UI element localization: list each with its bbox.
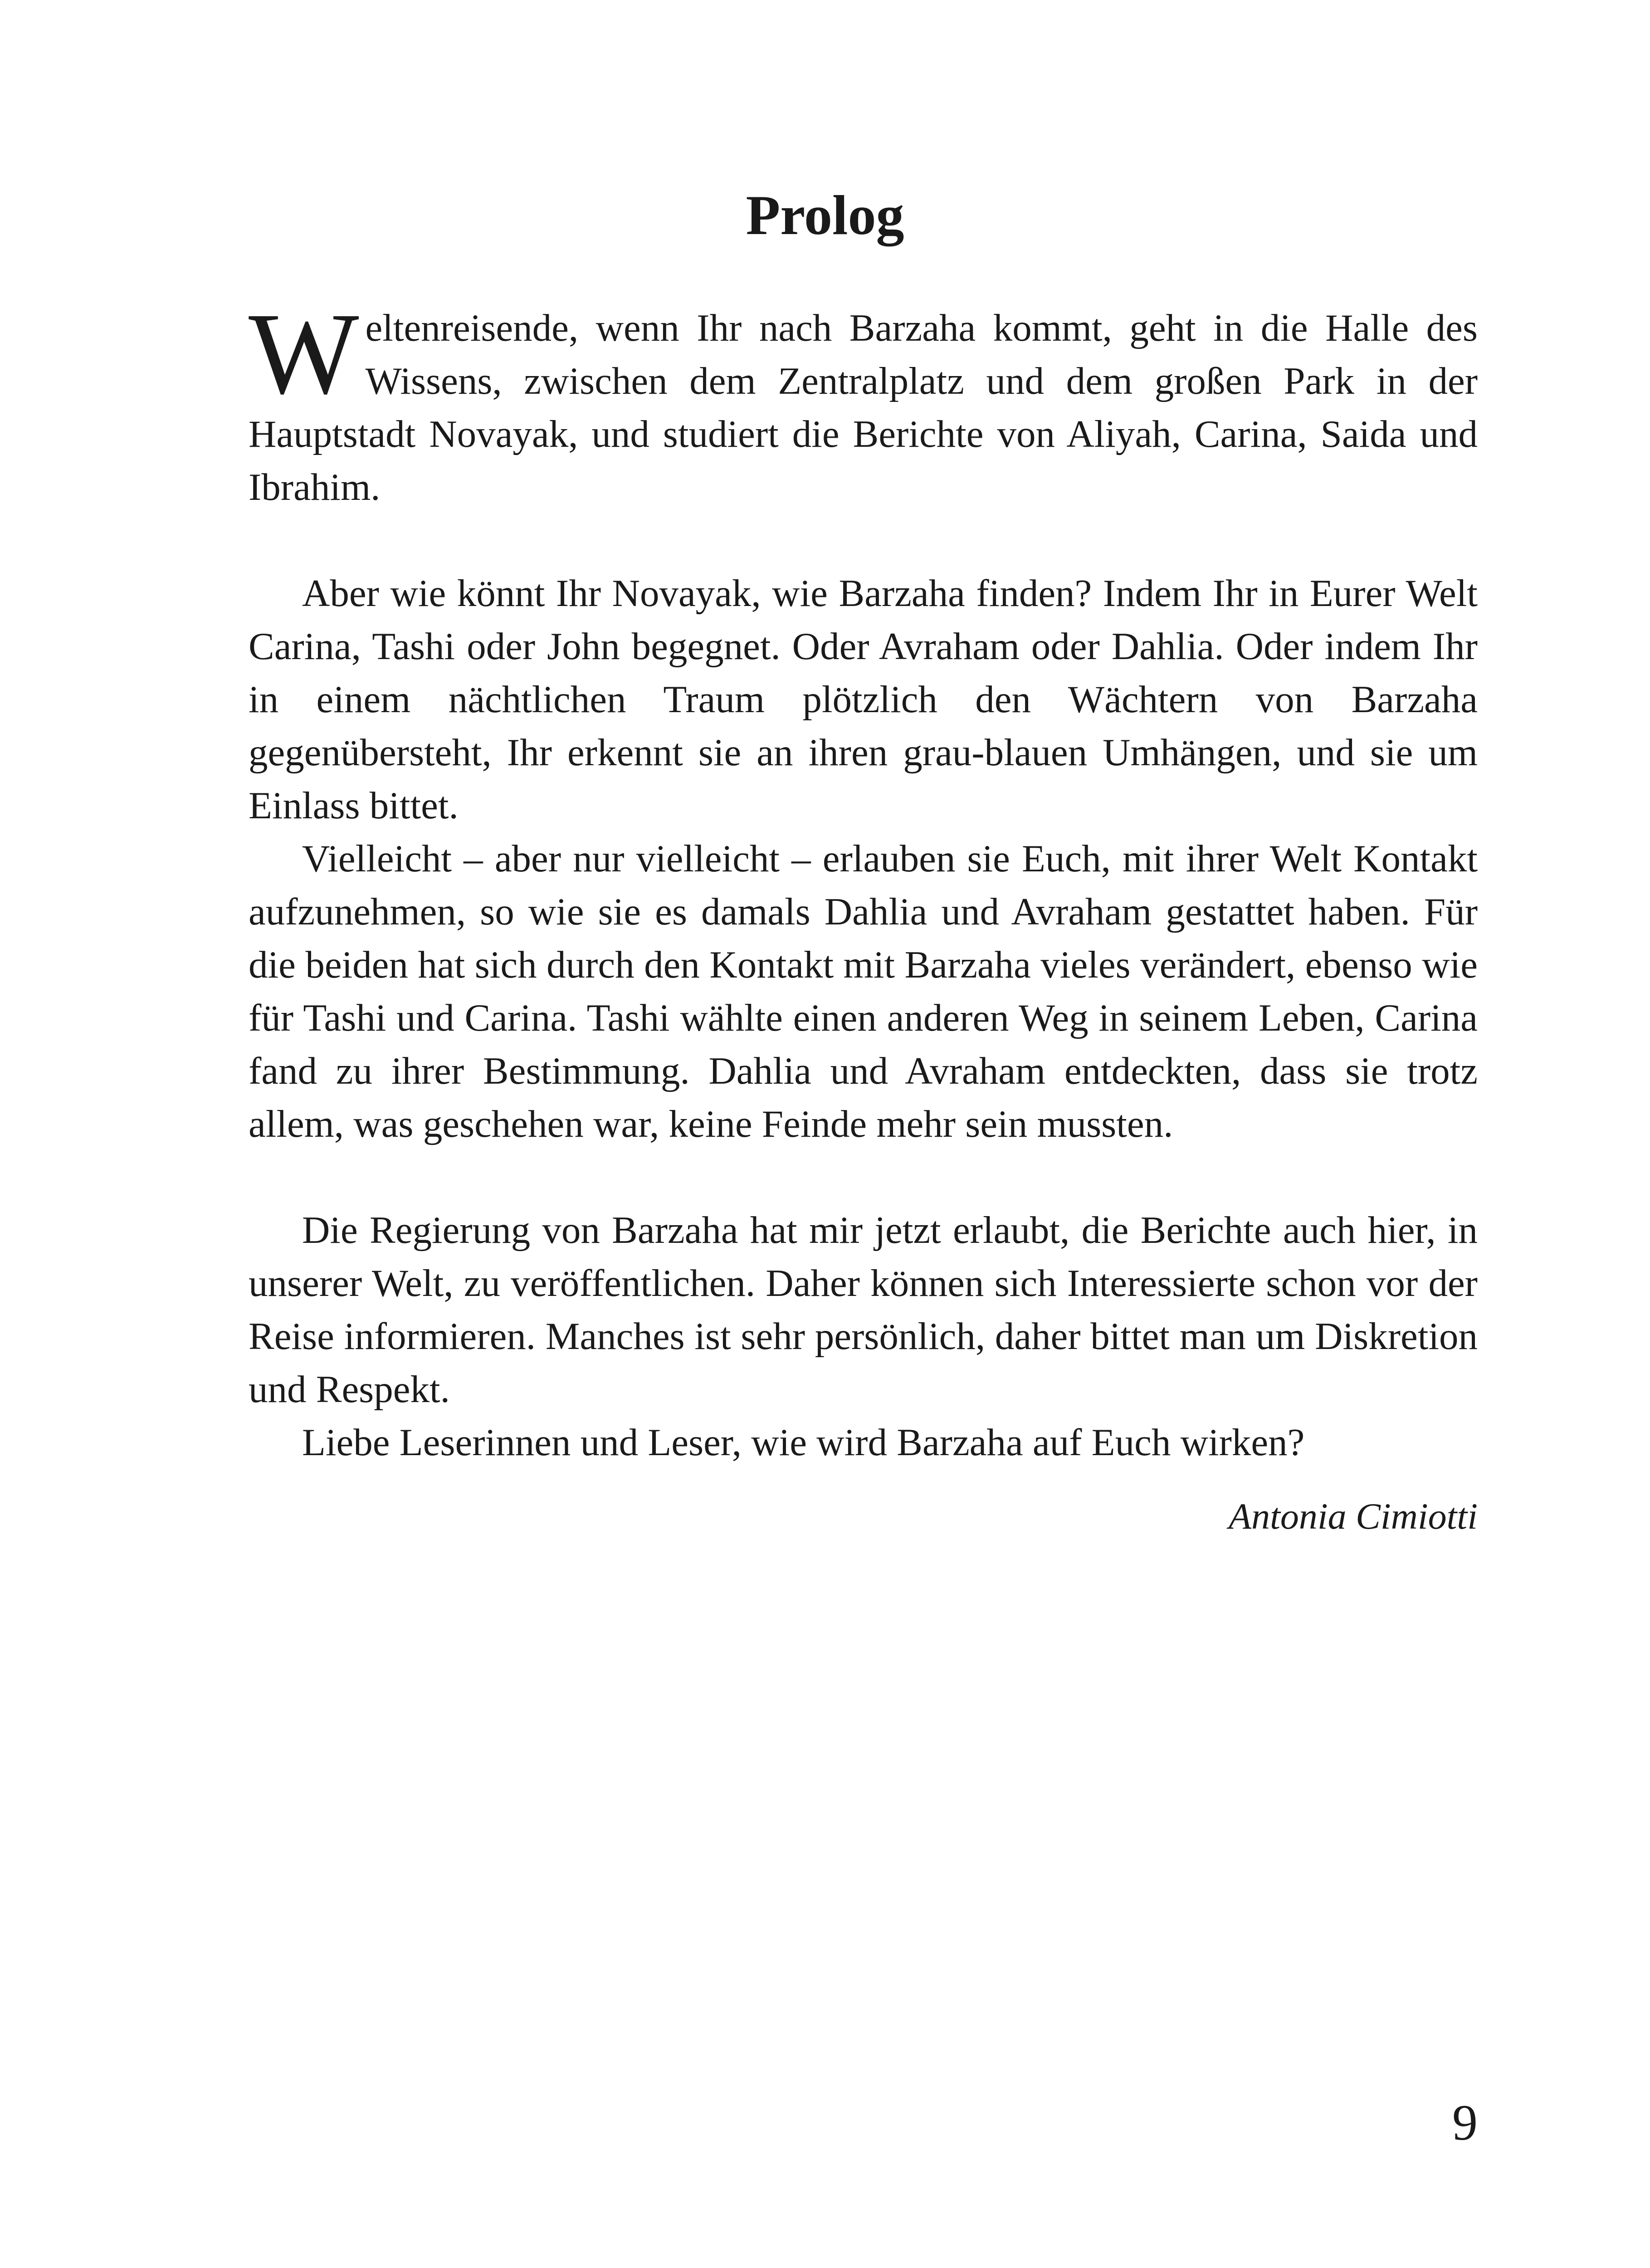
paragraph-5: Liebe Leserinnen und Leser, wie wird Barzaha auf Euch wirken? — [302, 1421, 1305, 1464]
page-number: 9 — [1452, 2095, 1478, 2151]
paragraph-3: Vielleicht – aber nur vielleicht – erlauben sie Euch, mit ihrer Welt Kontakt aufzunehmen, so wie sie es damals Dahlia und Avraham gestattet haben. Für die beiden hat sich durch den Kontakt mit Barzaha vieles verändert, ebenso wie für Tashi und Carina. Tashi wählte einen anderen Weg in seinem Leben, Carina fand zu ihrer Bestimmung. Dahlia und Avraham entdeckten, dass sie trotz allem, was geschehen war, keine Feinde mehr sein mussten. — [249, 837, 1478, 1145]
paragraph-1-text: eltenreisende, wenn Ihr nach Barzaha kommt, geht in die Halle des Wissens, zwischen dem Zentralplatz und dem großen Park in der Hauptstadt Novayak, und studiert die Berichte von Aliyah, Carina, Saida und Ibrahim. — [249, 307, 1478, 508]
paragraph-2: Aber wie könnt Ihr Novayak, wie Barzaha finden? Indem Ihr in Eurer Welt Carina, Tashi oder John begegnet. Oder Avraham oder Dahlia. Oder indem Ihr in einem nächtlichen Traum plötzlich den Wächtern von Barzaha gegenübersteht, Ihr erkennt sie an ihren grau-blauen Umhängen, und sie um Einlass bittet. — [249, 572, 1478, 827]
paragraph-4: Die Regierung von Barzaha hat mir jetzt erlaubt, die Berichte auch hier, in unserer Welt, zu veröffentlichen. Daher können sich Interessierte schon vor der Reise informieren. Manches ist sehr persönlich, daher bittet man um Diskretion und Respekt. — [249, 1209, 1478, 1411]
author-signature: Antonia Cimiotti — [1229, 1496, 1478, 1537]
drop-cap: W — [249, 288, 359, 418]
body-text — [249, 288, 1478, 1543]
paragraph-1 — [249, 288, 1478, 514]
chapter-title: Prolog — [746, 184, 904, 246]
